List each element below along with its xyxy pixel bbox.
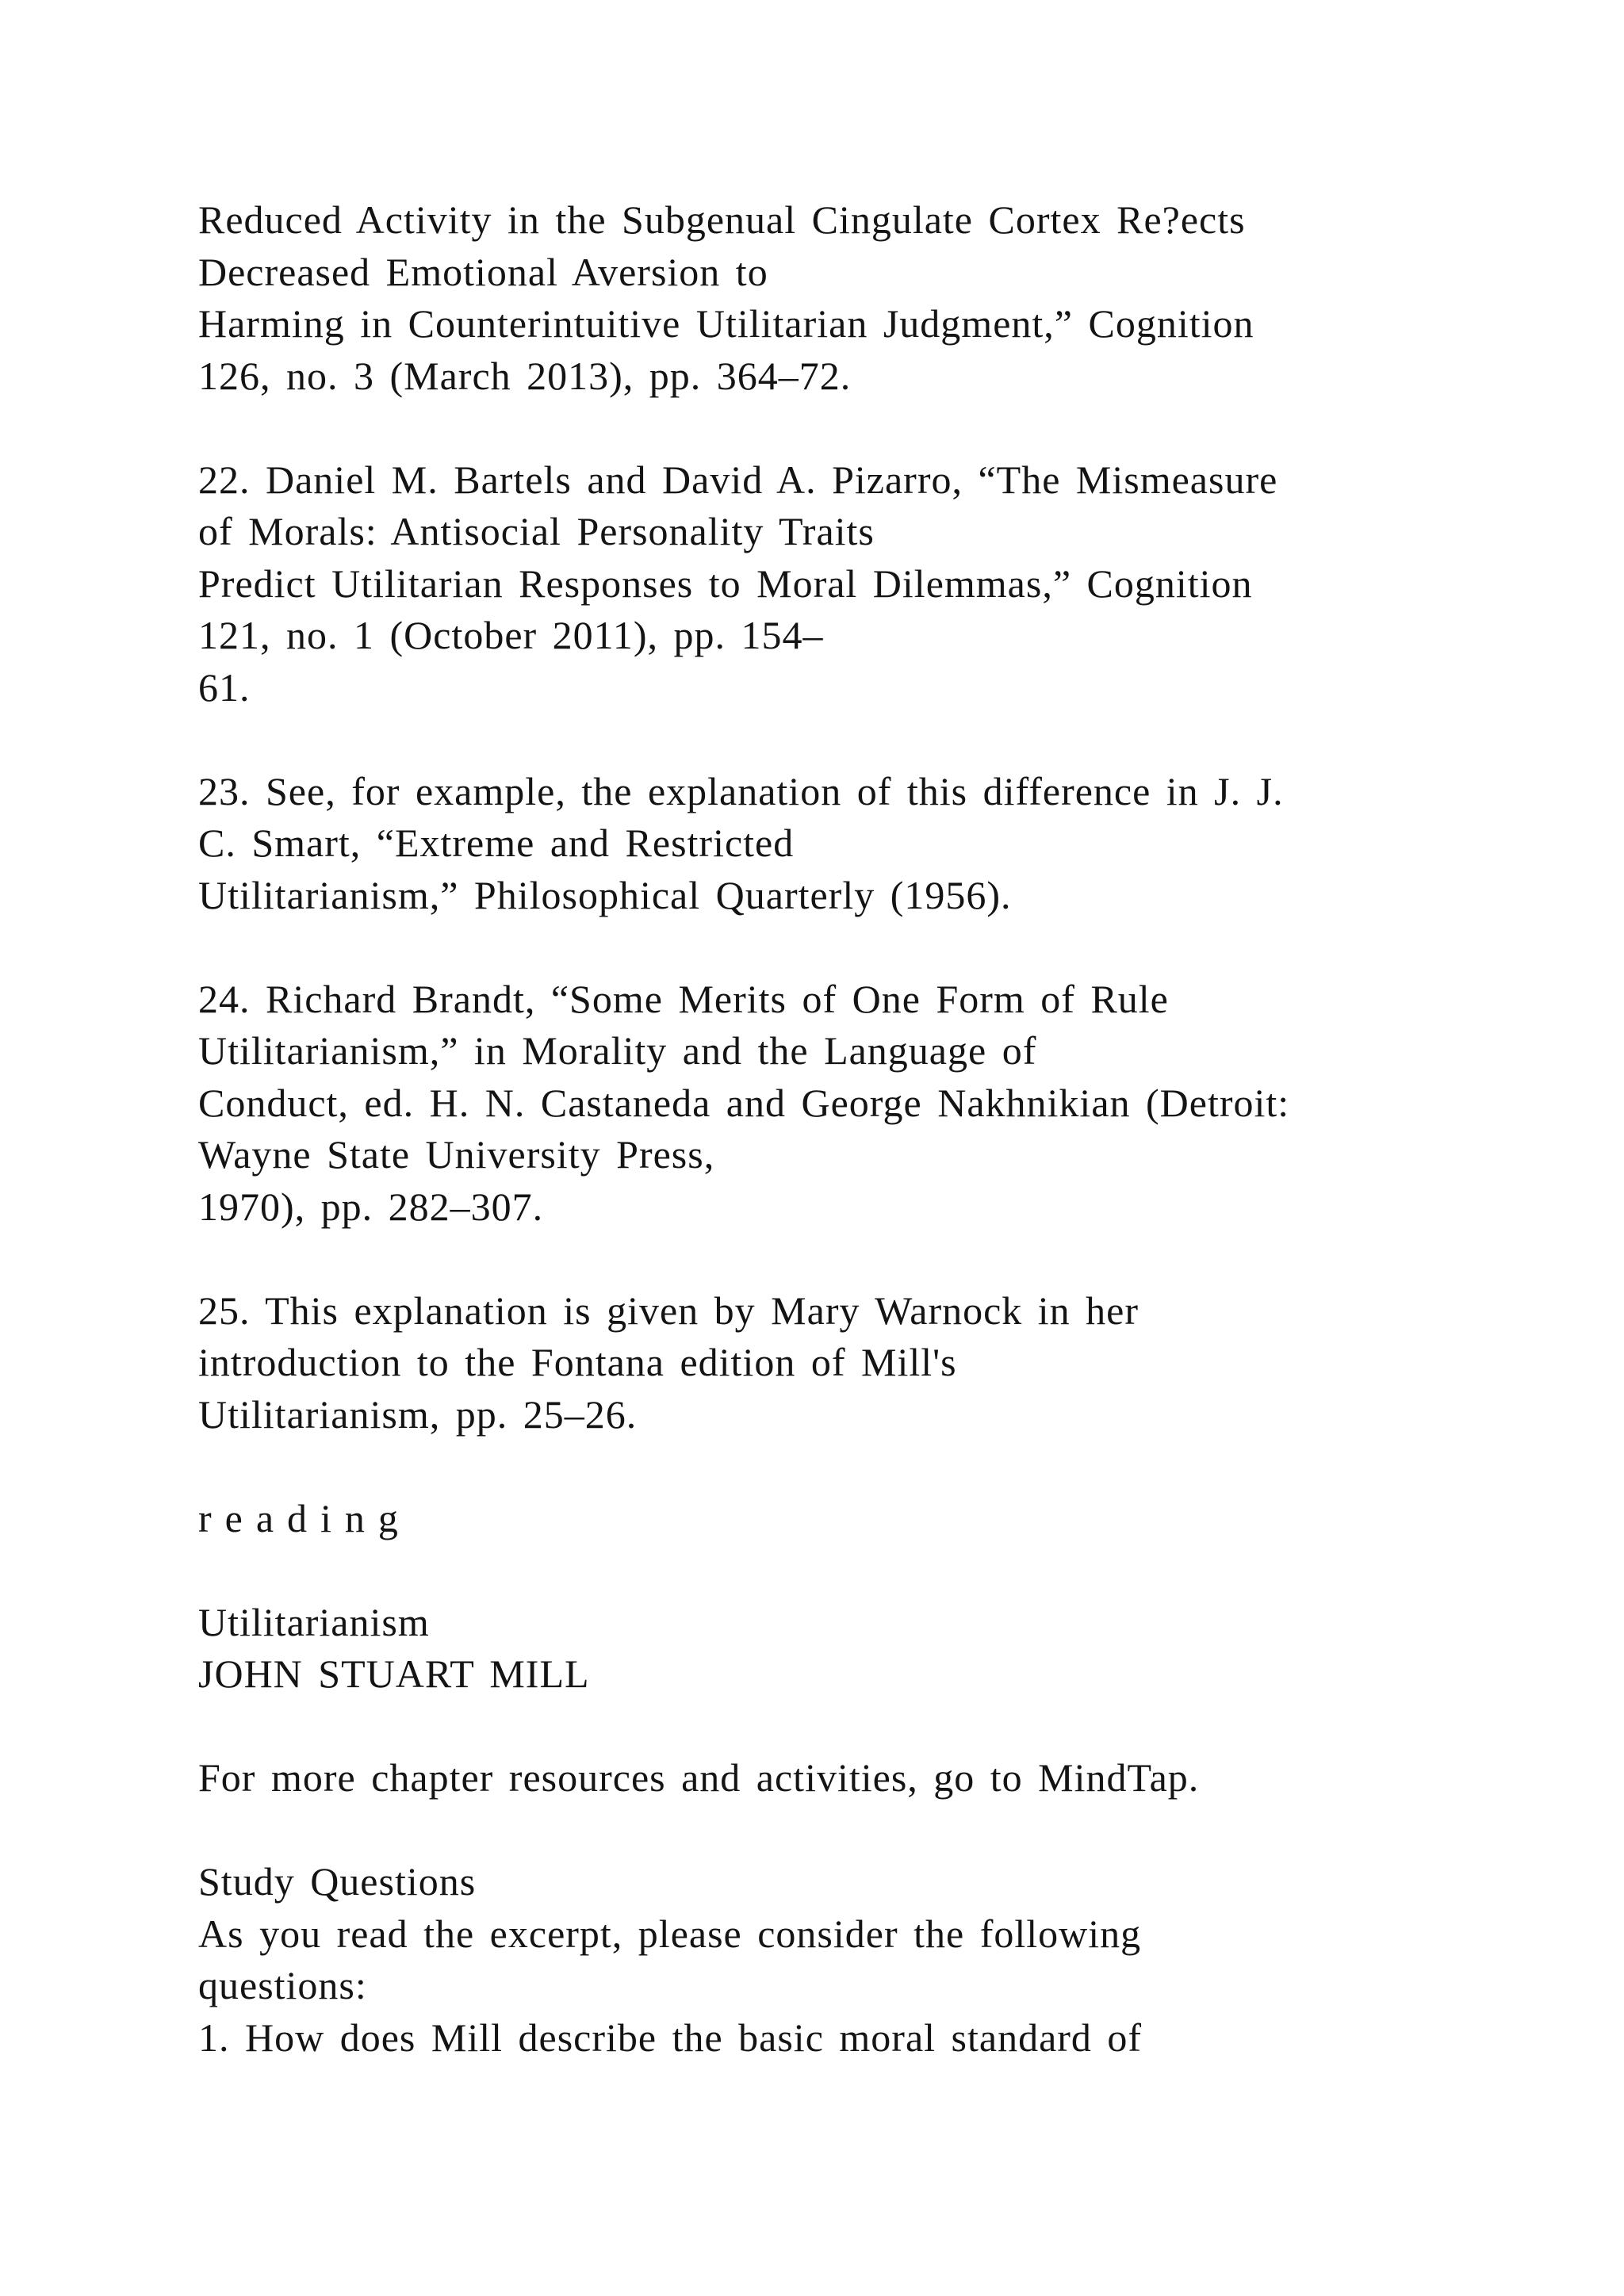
spacer bbox=[198, 714, 1562, 766]
study-questions-intro-line-1: As you read the excerpt, please consider the following bbox=[198, 1911, 1142, 1956]
note-22-line-5: 61. bbox=[198, 664, 251, 710]
resources-line: For more chapter resources and activities, go to MindTap. bbox=[198, 1755, 1200, 1800]
note-24-line-2: Utilitarianism,” in Morality and the Language of bbox=[198, 1028, 1037, 1073]
note-21-line-4: 126, no. 3 (March 2013), pp. 364–72. bbox=[198, 353, 852, 398]
note-22-line-4: 121, no. 1 (October 2011), pp. 154– bbox=[198, 613, 824, 657]
note-23-line-3: Utilitarianism,” Philosophical Quarterly (1956). bbox=[198, 872, 1012, 917]
spacer bbox=[198, 1441, 1562, 1493]
study-questions-intro-line-2: questions: bbox=[198, 1963, 367, 2007]
study-question-1: 1. How does Mill describe the basic moral standard of bbox=[198, 2015, 1143, 2060]
document-page bbox=[198, 194, 1562, 2064]
spacer bbox=[198, 1544, 1562, 1597]
note-23-line-2: C. Smart, “Extreme and Restricted bbox=[198, 821, 795, 865]
study-questions-heading: Study Questions bbox=[198, 1859, 477, 1904]
note-24-line-5: 1970), pp. 282–307. bbox=[198, 1184, 544, 1229]
note-22-line-2: of Morals: Antisocial Personality Traits bbox=[198, 509, 875, 553]
note-22-line-1: 22. Daniel M. Bartels and David A. Pizarro, “The Mismeasure bbox=[198, 457, 1278, 502]
spacer bbox=[198, 921, 1562, 974]
reading-label: reading bbox=[198, 1495, 412, 1540]
spacer bbox=[198, 402, 1562, 454]
note-21-line-3: Harming in Counterintuitive Utilitarian Judgment,” Cognition bbox=[198, 301, 1254, 346]
note-25-line-2: introduction to the Fontana edition of Mill's bbox=[198, 1340, 957, 1384]
note-21-line-2: Decreased Emotional Aversion to bbox=[198, 249, 768, 294]
note-22-line-3: Predict Utilitarian Responses to Moral Dilemmas,” Cognition bbox=[198, 561, 1253, 606]
reading-author: JOHN STUART MILL bbox=[198, 1651, 590, 1696]
note-24-line-4: Wayne State University Press, bbox=[198, 1132, 715, 1177]
note-23-line-1: 23. See, for example, the explanation of this difference in J. J. bbox=[198, 768, 1284, 813]
note-21-line-1: Reduced Activity in the Subgenual Cingulate Cortex Re?ects bbox=[198, 197, 1246, 242]
note-24-line-1: 24. Richard Brandt, “Some Merits of One Form of Rule bbox=[198, 976, 1169, 1021]
spacer bbox=[198, 1233, 1562, 1285]
note-25-line-1: 25. This explanation is given by Mary Warnock in her bbox=[198, 1288, 1139, 1333]
reading-title: Utilitarianism bbox=[198, 1599, 430, 1644]
spacer bbox=[198, 1701, 1562, 1753]
note-25-line-3: Utilitarianism, pp. 25–26. bbox=[198, 1391, 638, 1437]
note-24-line-3: Conduct, ed. H. N. Castaneda and George Nakhnikian (Detroit: bbox=[198, 1080, 1290, 1125]
spacer bbox=[198, 1804, 1562, 1857]
